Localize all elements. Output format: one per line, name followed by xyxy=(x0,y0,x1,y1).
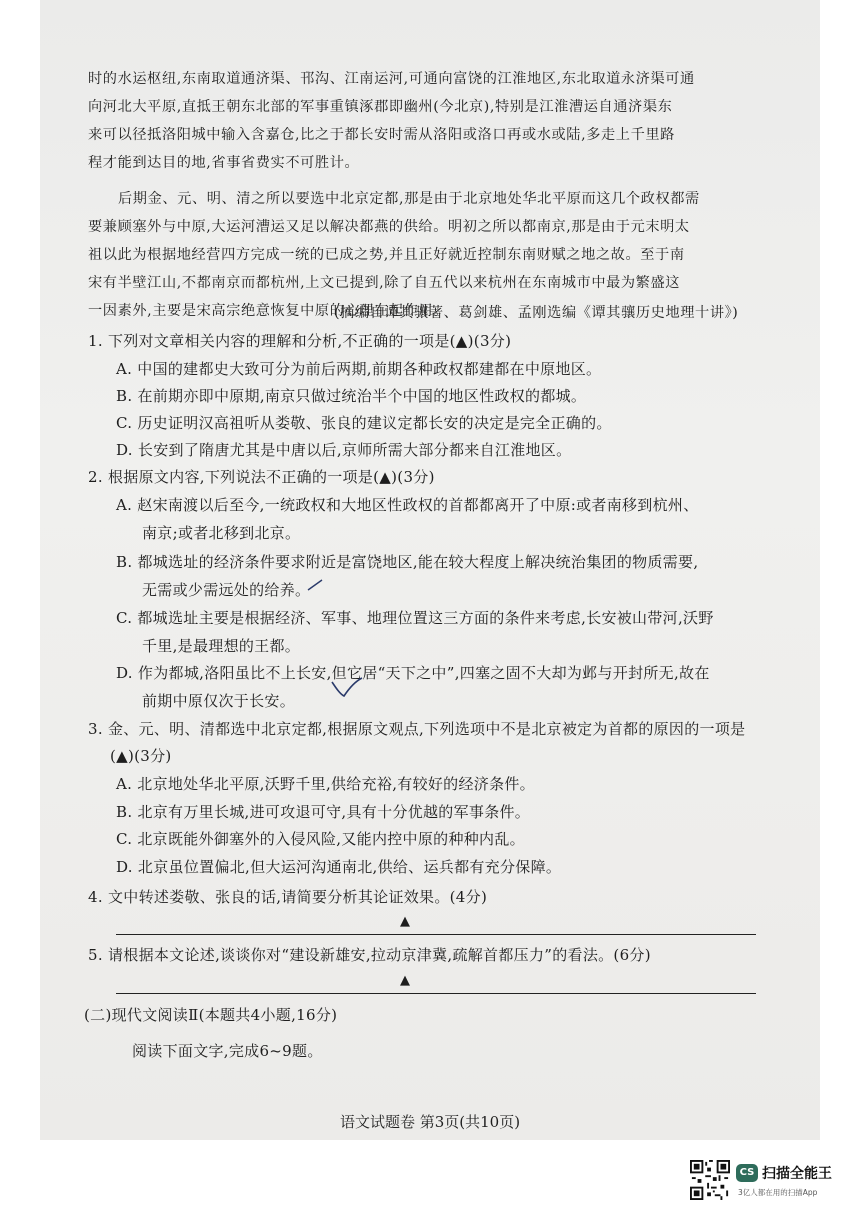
page-footer: 语文试题卷 第3页(共10页) xyxy=(339,1113,521,1131)
question-3-option-d: D. 北京虽位置偏北,但大运河沟通南北,供给、运兵都有充分保障。 xyxy=(116,858,562,876)
passage-line: 后期金、元、明、清之所以要选中北京定都,那是由于北京地处华北平原而这几个政权都需 xyxy=(118,191,700,207)
question-2-option-d: D. 作为都城,洛阳虽比不上长安,但它居“天下之中”,四塞之固不大却为邺与开封所无,故在 xyxy=(116,664,710,682)
question-2-option-c-cont: 千里,是最理想的王都。 xyxy=(142,637,301,655)
scanner-app-slogan: 3亿人都在用的扫描App xyxy=(738,1188,818,1197)
question-3-option-c: C. 北京既能外御塞外的入侵风险,又能内控中原的种种内乱。 xyxy=(116,830,525,848)
question-3-stem-cont: (▲)(3分) xyxy=(110,747,172,765)
passage-source: (摘编自谭其骧著、葛剑雄、孟刚选编《谭其骧历史地理十讲》) xyxy=(334,305,739,321)
question-1-option-b: B. 在前期亦即中原期,南京只做过统治半个中国的地区性政权的都城。 xyxy=(116,387,587,405)
question-2-option-b: B. 都城选址的经济条件要求附近是富饶地区,能在较大程度上解决统治集团的物质需要, xyxy=(116,553,699,571)
question-3-stem: 3. 金、元、明、清都选中北京定都,根据原文观点,下列选项中不是北京被定为首都的原因的一项是 xyxy=(88,720,746,738)
section-heading: (二)现代文阅读Ⅱ(本题共4小题,16分) xyxy=(84,1006,338,1024)
question-2-option-a-cont: 南京;或者北移到北京。 xyxy=(142,524,301,542)
section-instruction: 阅读下面文字,完成6~9题。 xyxy=(132,1042,323,1060)
passage-line: 程才能到达目的地,省事省费实不可胜计。 xyxy=(88,155,360,171)
cs-logo: CS xyxy=(736,1164,758,1182)
passage-line: 一因素外,主要是宋高宗绝意恢复中原的心理在起作用。 xyxy=(88,303,449,319)
question-1-stem: 1. 下列对文章相关内容的理解和分析,不正确的一项是(▲)(3分) xyxy=(88,332,512,350)
pen-checkmark-icon xyxy=(330,676,364,700)
question-3-option-b: B. 北京有万里长城,进可攻退可守,具有十分优越的军事条件。 xyxy=(116,803,531,821)
question-4-stem: 4. 文中转述娄敬、张良的话,请简要分析其论证效果。(4分) xyxy=(88,888,488,906)
answer-area-mark: ▲ xyxy=(400,914,411,929)
answer-line xyxy=(116,934,756,935)
passage-line: 时的水运枢纽,东南取道通济渠、邗沟、江南运河,可通向富饶的江淮地区,东北取道永济渠可通 xyxy=(88,71,695,87)
question-1-option-a: A. 中国的建都史大致可分为前后两期,前期各种政权都建都在中原地区。 xyxy=(116,360,602,378)
question-2-option-a: A. 赵宋南渡以后至今,一统政权和大地区性政权的首都都离开了中原:或者南移到杭州、 xyxy=(116,496,699,514)
passage-line: 来可以径抵洛阳城中输入含嘉仓,比之于都长安时需从洛阳或洛口再或水或陆,多走上千里路 xyxy=(88,127,675,143)
passage-line: 宋有半壁江山,不都南京而都杭州,上文已提到,除了自五代以来杭州在东南城市中最为繁盛这 xyxy=(88,275,681,291)
scanner-watermark xyxy=(690,1160,850,1205)
pen-mark-icon xyxy=(306,576,326,594)
question-5-stem: 5. 请根据本文论述,谈谈你对“建设新雄安,拉动京津冀,疏解首都压力”的看法。(6分) xyxy=(88,946,651,964)
qr-code-icon xyxy=(690,1160,730,1200)
answer-line xyxy=(116,993,756,994)
answer-area-mark: ▲ xyxy=(400,973,411,988)
passage-line: 要兼顾塞外与中原,大运河漕运又足以解决都燕的供给。明初之所以都南京,那是由于元末明太 xyxy=(88,219,690,235)
question-2-option-c: C. 都城选址主要是根据经济、军事、地理位置这三方面的条件来考虑,长安被山带河,沃野 xyxy=(116,609,714,627)
scanner-app-name: 扫描全能王 xyxy=(762,1166,832,1182)
passage-line: 向河北大平原,直抵王朝东北部的军事重镇涿郡即幽州(今北京),特别是江淮漕运自通济渠东 xyxy=(88,99,673,115)
question-2-option-b-cont: 无需或少需远处的给养。 xyxy=(142,581,311,599)
question-1-option-d: D. 长安到了隋唐尤其是中唐以后,京师所需大部分都来自江淮地区。 xyxy=(116,441,572,459)
question-2-stem: 2. 根据原文内容,下列说法不正确的一项是(▲)(3分) xyxy=(88,468,435,486)
question-1-option-c: C. 历史证明汉高祖听从娄敬、张良的建议定都长安的决定是完全正确的。 xyxy=(116,414,612,432)
question-3-option-a: A. 北京地处华北平原,沃野千里,供给充裕,有较好的经济条件。 xyxy=(116,775,535,793)
passage-line: 祖以此为根据地经营四方完成一统的已成之势,并且正好就近控制东南财赋之地之故。至于南 xyxy=(88,247,685,263)
question-2-option-d-cont: 前期中原仅次于长安。 xyxy=(142,692,296,710)
